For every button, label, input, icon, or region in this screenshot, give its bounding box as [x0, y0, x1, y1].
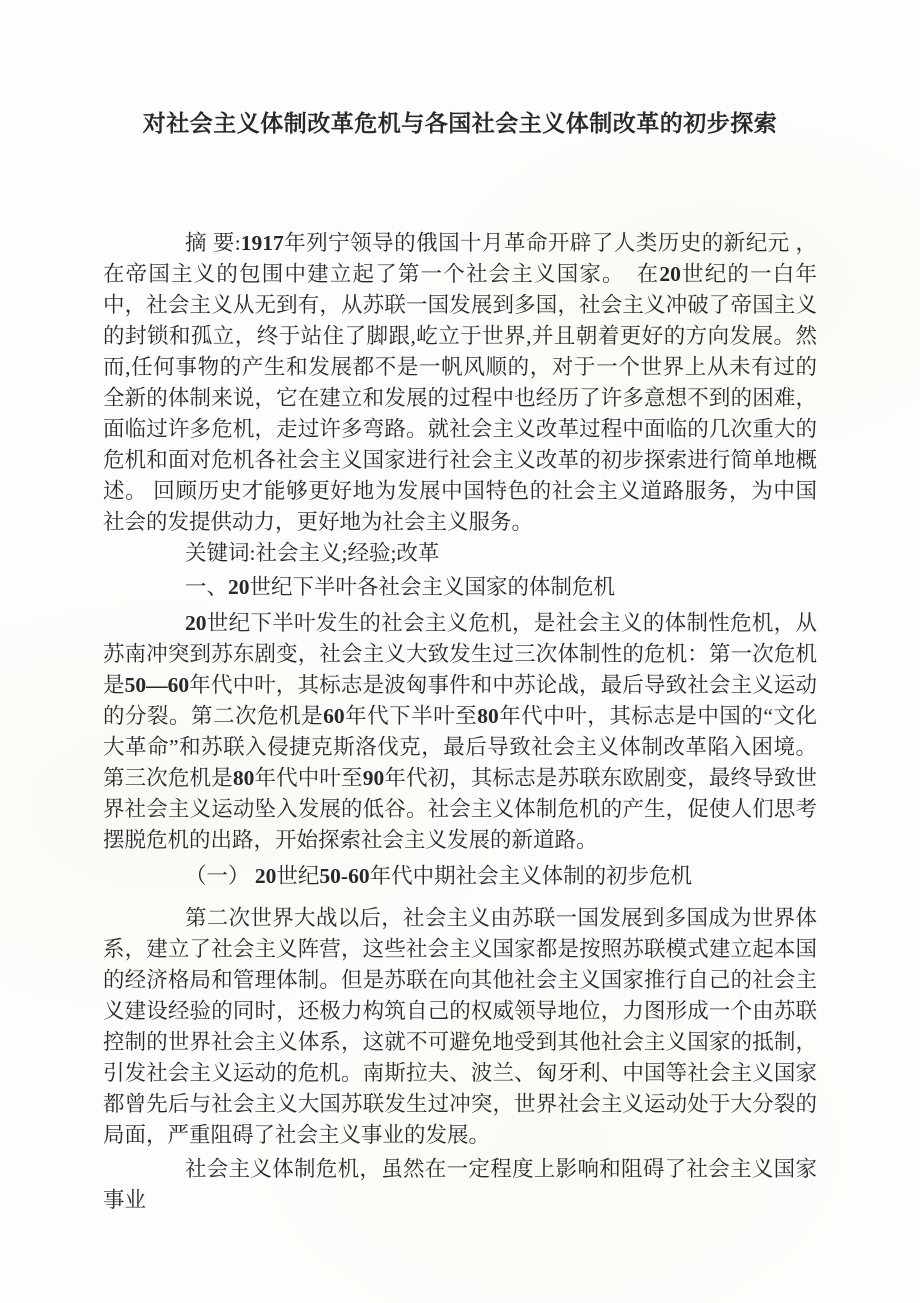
document-body	[103, 228, 817, 1216]
document-title: 对社会主义体制改革危机与各国社会主义体制改革的初步探索	[142, 111, 778, 136]
section-1-paragraph: 20世纪下半叶发生的社会主义危机，是社会主义的体制性危机，从苏南冲突到苏东剧变，社会主义大致发生过三次体制性的危机：第一次危机是50—60年代中叶，其标志是波匈事件和中苏论战，最后导致社会主义运动的分裂。第二次危机是60年代下半叶至80年代中叶，其标志是中国的“文化大革命”和苏联入侵捷克斯洛伐克，最后导致社会主义体制改革陷入困境。第三次危机是80年代中叶至90年代初，其标志是苏联东欧剧变，最终导致世界社会主义运动坠入发展的低谷。社会主义体制危机的产生，促使人们思考摆脱危机的出路，开始探索社会主义发展的新道路。	[103, 611, 817, 852]
section-1-heading: 一、20世纪下半叶各社会主义国家的体制危机	[185, 575, 616, 599]
subsection-1-paragraph-continued: 社会主义体制危机，虽然在一定程度上影响和阻碍了社会主义国家事业	[103, 1157, 817, 1212]
subsection-1-heading: （一） 20世纪50-60年代中期社会主义体制的初步危机	[185, 864, 693, 888]
subsection-1-paragraph: 第二次世界大战以后，社会主义由苏联一国发展到多国成为世界体系，建立了社会主义阵营，这些社会主义国家都是按照苏联模式建立起本国的经济格局和管理体制。但是苏联在向其他社会主义国家推行自己的社会主义建设经验的同时，还极力构筑自己的权威领导地位，力图形成一个由苏联控制的世界社会主义体系，这就不可避免地受到其他社会主义国家的抵制，引发社会主义运动的危机。南斯拉夫、波兰、匈牙利、中国等社会主义国家都曾先后与社会主义大国苏联发生过冲突，世界社会主义运动处于大分裂的局面，严重阻碍了社会主义事业的发展。	[103, 906, 817, 1147]
keywords-line: 关键词:社会主义;经验;改革	[185, 541, 440, 565]
abstract-paragraph: 摘 要:1917年列宁领导的俄国十月革命开辟了人类历史的新纪元 ， 在帝国主义的包围中建立起了第一个社会主义国家。 在20世纪的一白年中，社会主义从无到有，从苏联一国发展到多国，社会主义冲破了帝国主义的封锁和孤立，终于站住了脚跟,屹立于世界,并且朝着更好的方向发展。然而,任何事物的产生和发展都不是一帆风顺的，对于一个世界上从未有过的全新的体制来说，它在建立和发展的过程中也经历了许多意想不到的困难，面临过许多危机，走过许多弯路。就社会主义改革过程中面临的几次重大的危机和面对危机各社会主义国家进行社会主义改革的初步探索进行简单地概述。 回顾历史才能够更好地为发展中国特色的社会主义道路服务，为中国社会的发提供动力，更好地为社会主义服务。	[103, 231, 817, 534]
